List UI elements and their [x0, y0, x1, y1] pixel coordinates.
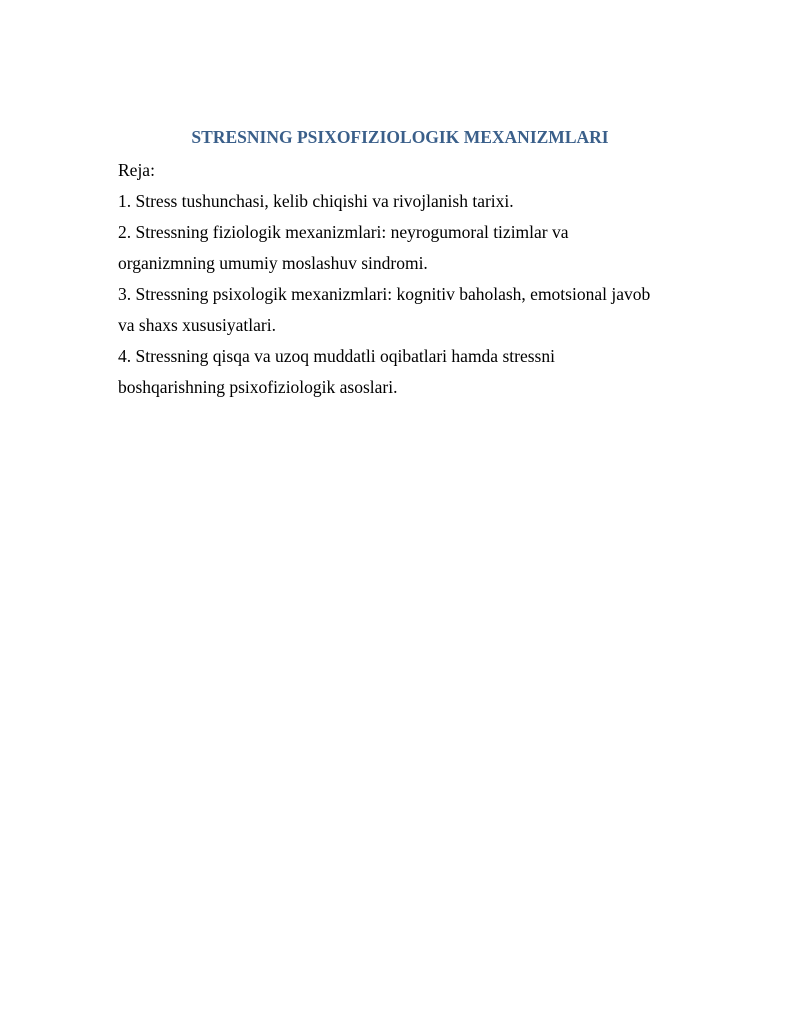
document-body — [118, 155, 698, 403]
plan-item-4-cont: boshqarishning psixofiziologik asoslari. — [118, 377, 398, 397]
document-title: STRESNING PSIXOFIZIOLOGIK MEXANIZMLARI — [191, 127, 609, 147]
plan-item-4: 4. Stressning qisqa va uzoq muddatli oqibatlari hamda stressni — [118, 346, 555, 366]
plan-item-1: 1. Stress tushunchasi, kelib chiqishi va rivojlanish tarixi. — [118, 191, 514, 211]
plan-item-2-cont: organizmning umumiy moslashuv sindromi. — [118, 253, 428, 273]
plan-item-3-cont: va shaxs xususiyatlari. — [118, 315, 276, 335]
plan-item-2: 2. Stressning fiziologik mexanizmlari: neyrogumoral tizimlar va — [118, 222, 569, 242]
plan-label: Reja: — [118, 160, 155, 180]
plan-item-3: 3. Stressning psixologik mexanizmlari: kognitiv baholash, emotsional javob — [118, 284, 651, 304]
